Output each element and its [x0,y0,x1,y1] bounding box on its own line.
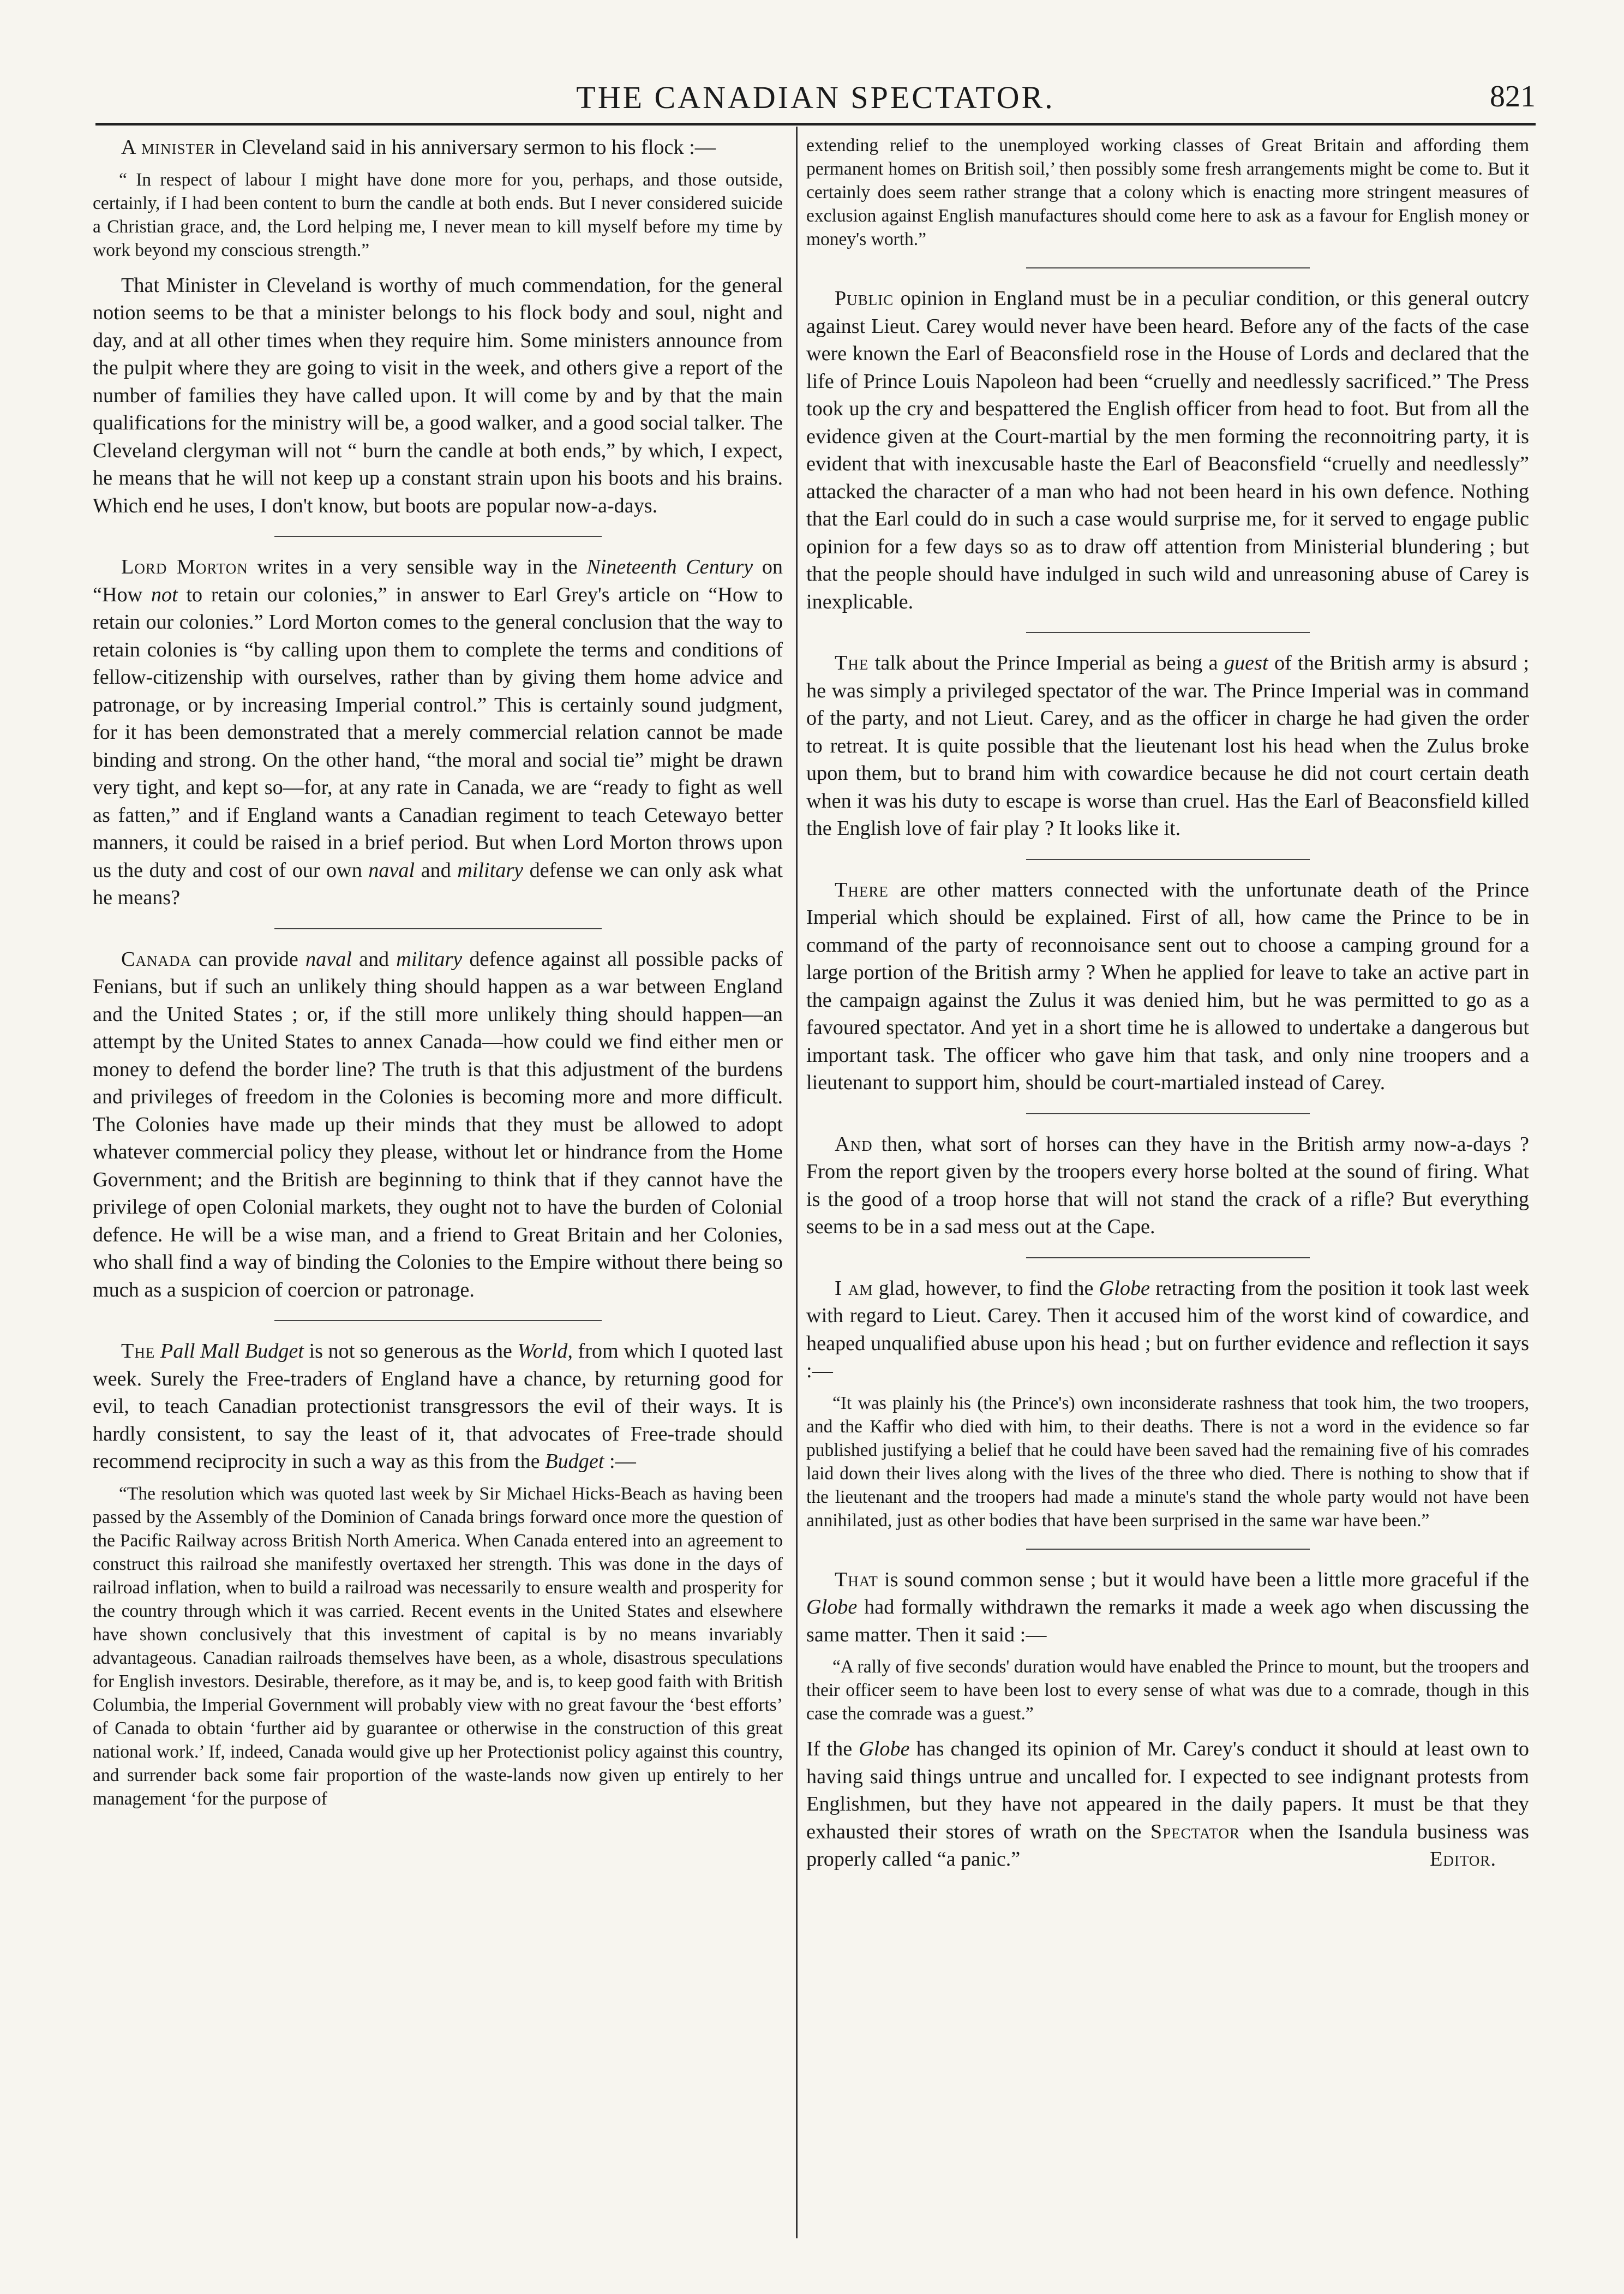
left-column [93,134,783,1820]
section-rule [1026,632,1310,633]
paragraph-globe: I am glad, however, to find the Globe retracting from the position it took last week with regard to Lieut. Carey. Then it accused him of the worst kind of cowardice, and heaped unqualified abuse upon his head ; but on further evidence and reflection it says :— [806,1276,1529,1382]
paragraph-prince-guest: The talk about the Prince Imperial as being a guest of the British army is absurd ; he was simply a privileged spectator of the war. The Prince Imperial was in command of the party, and not Lieut. Carey, and as the officer in charge he had given the order to retreat. It is quite possible that the lieutenant lost his head when the Zulus broke upon them, but to brand him with cowardice because he did not court certain death when it was his duty to escape is worse than cruel. Has the Earl of Beaconsfield killed the English love of fair play ? It looks like it. [806,652,1529,840]
section-rule [1026,1549,1310,1550]
publication-title: THE CANADIAN SPECTATOR. [576,80,1055,115]
header-rule [95,123,1536,126]
page-number: 821 [1490,80,1536,113]
right-column [806,134,1529,1873]
section-rule [1026,859,1310,860]
paragraph-minister-comment: That Minister in Cleveland is worthy of much commendation, for the general notion seems to be that a minister belongs to his flock body and soul, night and day, and at all other times when they require him. Some ministers announce from the pulpit where they are going to visit in the week, and others give a report of the number of families they have called upon. It will come by and by that the main qualifications for the ministry will be, a good walker, and a good social talker. The Cleveland clergyman will not “ burn the candle at both ends,” by which, I expect, he means that he will not keep up a constant strain upon his boots and his brains. Which end he uses, I don't know, but boots are popular now-a-days. [93,273,783,517]
paragraph-pall-mall: The Pall Mall Budget is not so generous as the World, from which I quoted last week. Surely the Free-traders of England have a chance, by returning good for evil, to teach Canadian protectionist transgressors the evil of their ways. It is hardly consistent, to say the least of it, that advocates of Free-trade should recommend reciprocity in such a way as this from the Budget :— [93,1340,783,1473]
paragraph-closing: If the Globe has changed its opinion of Mr. Carey's conduct it should at least own to having said things untrue and uncalled for. I expected to see indignant protests from Englishmen, but they have not appeared in the daily papers. It must be that they exhausted their stores of wrath on the Spectator when the Isandula business was properly called “a panic.” Editor. [806,1735,1529,1873]
section-rule [1026,1113,1310,1114]
column-divider [796,127,798,2238]
quote-sermon: “ In respect of labour I might have done more for you, perhaps, and those outside, certainly, if I had been content to burn the candle at both ends. But I never considered suicide a Christian grace, and, the Lord helping me, I never mean to kill myself before my time by work beyond my conscious strength.” [93,169,783,260]
quote-globe-earlier: “A rally of five seconds' duration would have enabled the Prince to mount, but the troopers and their officer seem to have been lost to every sense of what was due to a comrade, though in this case the comrade was a guest.” [806,1657,1529,1724]
section-rule [274,928,602,929]
section-rule [1026,267,1310,268]
quote-budget: “The resolution which was quoted last week by Sir Michael Hicks-Beach as having been passed by the Assembly of the Dominion of Canada brings forward once more the question of the Pacific Railway across British North America. When Canada entered into an agreement to construct this railroad she manifestly overtaxed her strength. This was done in the days of railroad inflation, when to build a railroad was necessarily to ensure wealth and prosperity for the country through which it was carried. Recent events in the United States and elsewhere have shown conclusively that this investment of capital is by no means invariably advantageous. Canadian railroads themselves have been, as a whole, disastrous speculations for English investors. Desirable, therefore, as it may be, and is, to keep good faith with British Columbia, the Imperial Government will probably view with no great favour the ‘best efforts’ of Canada to obtain ‘further aid by guarantee or otherwise in the construction of this great national work.’ If, indeed, Canada would give up her Protectionist policy against this country, and surrender back some fair proportion of the waste-lands now given up entirely to her management ‘for the purpose of [93,1483,783,1809]
paragraph-public-opinion: Public opinion in England must be in a peculiar condition, or this general outcry against Lieut. Carey would never have been heard. Before any of the facts of the case were known the Earl of Beaconsfield rose in the House of Lords and declared that the life of Prince Louis Napoleon had been “cruelly and needlessly sacrificed.” The Press took up the cry and bespattered the English officer from head to foot. But from all the evidence given at the Court-martial by the men forming the reconnoitring party, it is evident that with inexcusable haste the Earl of Beaconsfield “cruelly and needlessly” attacked the character of a man who had not been heard in his own defence. Nothing that the Earl could do in such a case would surprise me, for it served to engage public opinion for a few days so as to draw off attention from Ministerial blundering ; but that the people should have indulged in such wild and unreasoning abuse of Carey is inexplicable. [806,287,1529,613]
page-header [95,74,1536,117]
section-rule [274,536,602,537]
quote-globe-retraction: “It was plainly his (the Prince's) own inconsiderate rashness that took him, the two troopers, and the Kaffir who died with him, to their deaths. There is not a word in the evidence so far published justifying a belief that he could have been saved had the remaining five of his comrades laid down their lives along with the lives of the three who died. There is nothing to show that if the lieutenant and the troopers had made a minute's stand the whole party would not have been annihilated, just as other bodies that have been surprised in the same war have been.” [806,1393,1529,1531]
quote-budget-continued: extending relief to the unemployed working classes of Great Britain and affording them permanent homes on British soil,’ then possibly some fresh arrangements might be come to. But it certainly does seem rather strange that a colony which is enacting more stringent measures of exclusion against English manufactures should come here to ask as a favour for English money or money's worth.” [806,135,1529,249]
paragraph-lord-morton: Lord Morton writes in a very sensible way in the Nineteenth Century on “How not to retain our colonies,” in answer to Earl Grey's article on “How to retain our colonies.” Lord Morton comes to the general conclusion that the way to retain colonies is “by calling upon them to complete the terms and conditions of fellow-citizenship with ourselves, rather than by giving them home advice and patronage, or by increasing Imperial control.” This is certainly sound judgment, for it has been demonstrated that a merely commercial relation cannot be made binding and strong. On the other hand, “the moral and social tie” might be drawn very tight, and kept so—for, at any rate in Canada, we are “ready to fight as well as fatten,” and if England wants a Canadian regiment to teach Cetewayo better manners, it could be raised in a brief period. But when Lord Morton throws upon us the duty and cost of our own naval and military defense we can only ask what he means? [93,555,783,909]
section-rule [274,1320,602,1321]
editor-signature: Editor. [1430,1848,1496,1871]
paragraph-minister: A minister in Cleveland said in his anniversary sermon to his flock :— [121,136,716,159]
paragraph-other-matters: There are other matters connected with the unfortunate death of the Prince Imperial which should be explained. First of all, how came the Prince to be in command of the party of reconnoisance sent out to choose a camping ground for a large portion of the British army ? When he applied for leave to take an active part in the campaign against the Zulus it was denied him, but he was permitted to go as a favoured spectator. And yet in a short time he is allowed to undertake a dangerous but important task. The officer who gave him that task, and only nine troopers and a lieutenant to support him, should be court-martialed instead of Carey. [806,878,1529,1094]
section-rule [1026,1257,1310,1258]
paragraph-horses: And then, what sort of horses can they have in the British army now-a-days ? From the report given by the troopers every horse bolted at the sound of firing. What is the good of a troop horse that will not stand the crack of a rifle? But everything seems to be in a sad mess out at the Cape. [806,1132,1529,1238]
paragraph-canada-defence: Canada can provide naval and military defence against all possible packs of Fenians, but if such an unlikely thing should happen as a war between England and the United States ; or, if the still more unlikely thing should happen—an attempt by the United States to annex Canada—how could we find either men or money to defend the border line? The truth is that this adjustment of the burdens and privileges of freedom in the Colonies is becoming more and more difficult. The Colonies have made up their minds that they must be allowed to adopt whatever commercial policy they please, without let or hindrance from the Home Government; and the British are beginning to think that if they cannot have the privilege of open Colonial markets, they ought not to have the burden of Colonial defence. He will be a wise man, and a friend to Great Britain and her Colonies, who shall find a way of binding the Colonies to the Empire without there being so much as a suspicion of coercion or patronage. [93,947,783,1301]
paragraph-sound-sense: That is sound common sense ; but it would have been a little more graceful if the Globe had formally withdrawn the remarks it made a week ago when discussing the same matter. Then it said :— [806,1568,1529,1646]
